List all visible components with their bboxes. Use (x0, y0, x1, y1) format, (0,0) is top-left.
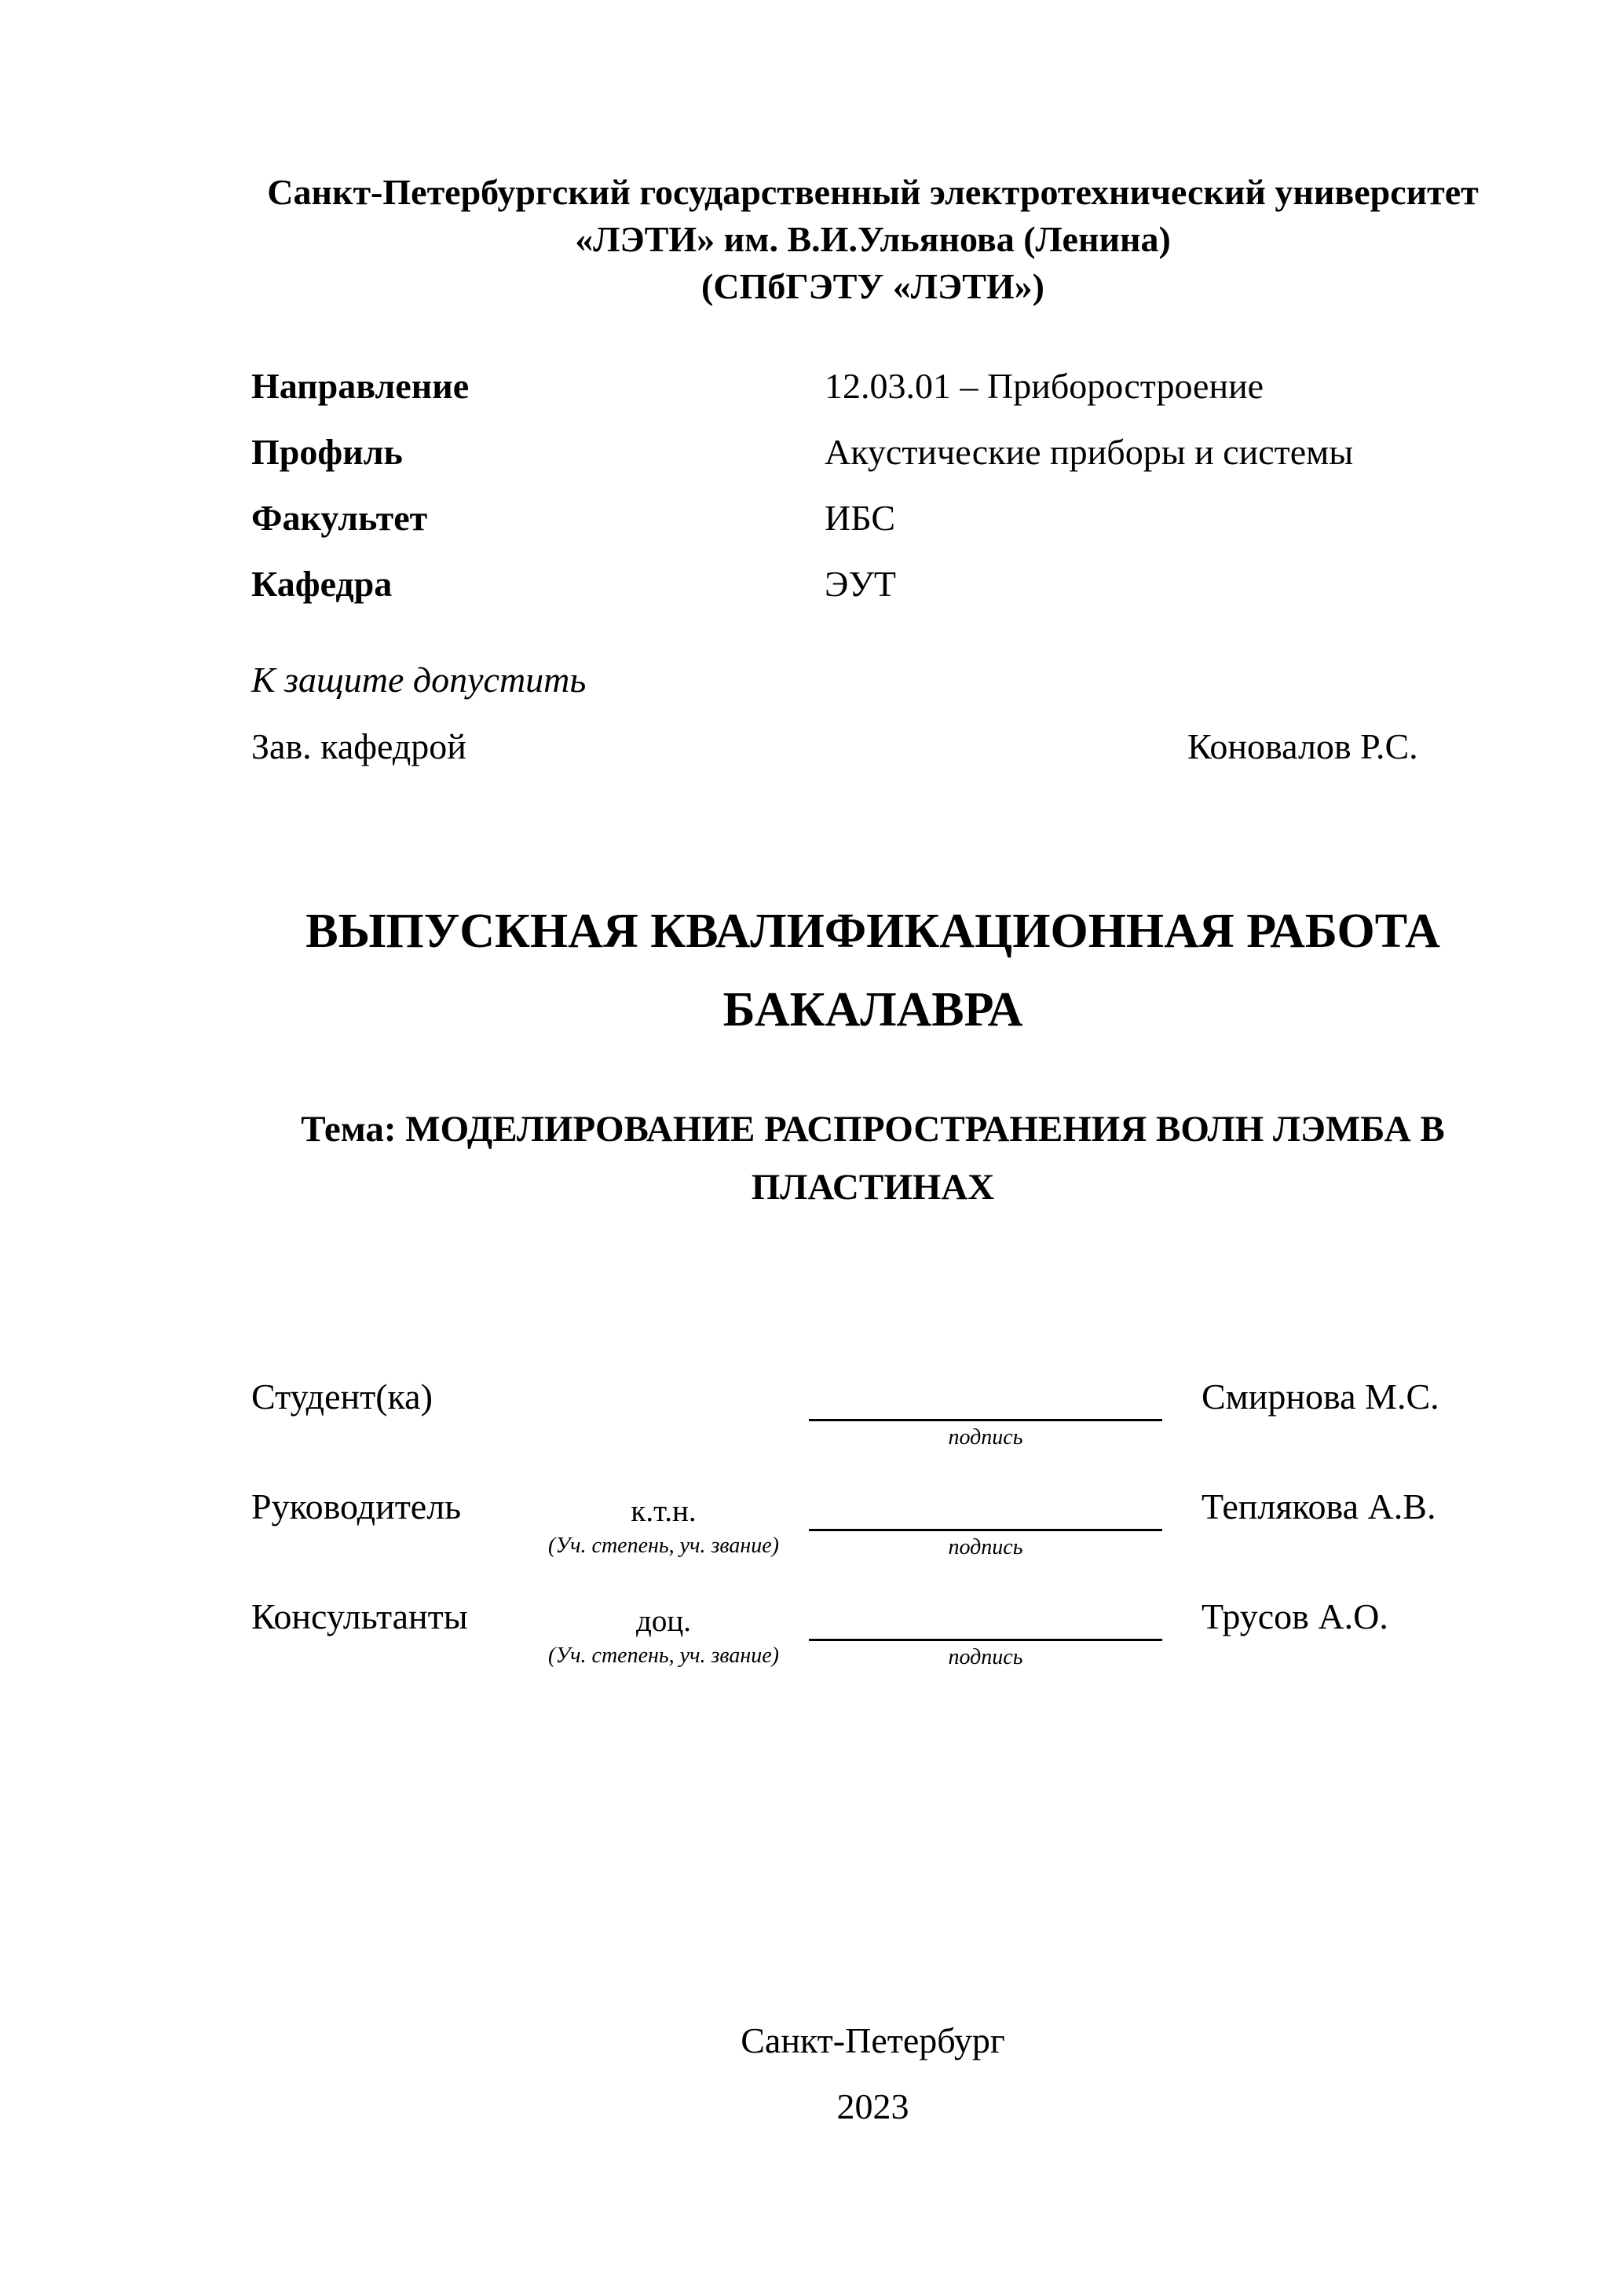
footer-city: Санкт-Петербург (741, 2020, 1005, 2060)
work-title (251, 892, 1494, 1049)
signatures-block (251, 1373, 1494, 1703)
thesis-theme-line2: ПЛАСТИНАХ (751, 1167, 995, 1208)
degree-hint-student (518, 1384, 809, 1389)
university-name-line3: (СПбГЭТУ «ЛЭТИ») (701, 266, 1044, 306)
degree-text-supervisor: к.т.н. (631, 1494, 697, 1528)
signature-row-consultant (251, 1593, 1494, 1703)
signature-hint-supervisor: подпись (948, 1535, 1023, 1559)
field-value-profile: Акустические приборы и системы (825, 432, 1354, 472)
field-label-faculty: Факультет (251, 498, 428, 538)
department-head-row (251, 723, 1494, 770)
work-title-line2: БАКАЛАВРА (722, 983, 1023, 1036)
field-value-direction: 12.03.01 – Приборостроение (825, 366, 1264, 406)
field-value-faculty: ИБС (825, 498, 896, 538)
department-head-name: Коновалов Р.С. (1187, 726, 1418, 766)
thesis-theme-line1: Тема: МОДЕЛИРОВАНИЕ РАСПРОСТРАНЕНИЯ ВОЛН ЛЭМБА В (301, 1109, 1445, 1150)
page-footer (251, 2008, 1494, 2140)
signature-degree-student (518, 1373, 809, 1389)
university-header (251, 169, 1494, 310)
signature-hint-student: подпись (948, 1425, 1023, 1450)
signature-row-student (251, 1373, 1494, 1483)
signature-name-consultant: Трусов А.О. (1202, 1596, 1388, 1636)
signature-degree-supervisor (518, 1483, 809, 1559)
university-name-line2: «ЛЭТИ» им. В.И.Ульянова (Ленина) (575, 219, 1171, 259)
department-head-label: Зав. кафедрой (251, 726, 466, 766)
signature-role-supervisor: Руководитель (251, 1486, 462, 1526)
signature-line-consultant (809, 1593, 1162, 1641)
field-row-direction (251, 365, 1494, 431)
university-name-line1: Санкт-Петербургский государственный электротехнический университет (267, 172, 1479, 212)
signature-line-supervisor (809, 1483, 1162, 1531)
signature-hint-consultant: подпись (948, 1645, 1023, 1669)
field-value-department: ЭУТ (825, 564, 897, 604)
signature-field-supervisor (809, 1483, 1162, 1560)
field-row-faculty (251, 497, 1494, 563)
degree-hint-supervisor: (Уч. степень, уч. звание) (548, 1534, 779, 1558)
signature-field-student (809, 1373, 1162, 1450)
footer-year: 2023 (836, 2086, 909, 2126)
thesis-theme (251, 1100, 1494, 1216)
signature-name-student: Смирнова М.С. (1202, 1377, 1439, 1417)
degree-text-consultant: доц. (636, 1604, 691, 1638)
signature-role-consultant: Консультанты (251, 1596, 468, 1636)
work-title-line1: ВЫПУСКНАЯ КВАЛИФИКАЦИОННАЯ РАБОТА (305, 905, 1440, 958)
signature-degree-consultant (518, 1593, 809, 1669)
field-label-profile: Профиль (251, 432, 403, 472)
field-row-profile (251, 431, 1494, 497)
field-row-department (251, 563, 1494, 629)
degree-text-student (518, 1373, 809, 1384)
field-label-department: Кафедра (251, 564, 393, 604)
signature-line-student (809, 1373, 1162, 1421)
signature-field-consultant (809, 1593, 1162, 1670)
admission-block (251, 656, 1494, 770)
signature-row-supervisor (251, 1483, 1494, 1593)
signature-name-supervisor: Теплякова А.В. (1202, 1486, 1436, 1526)
field-label-direction: Направление (251, 366, 470, 406)
admission-statement: К защите допустить (251, 660, 587, 700)
signature-role-student: Студент(ка) (251, 1377, 433, 1417)
program-fields (251, 365, 1494, 629)
degree-hint-consultant: (Уч. степень, уч. звание) (548, 1643, 779, 1668)
